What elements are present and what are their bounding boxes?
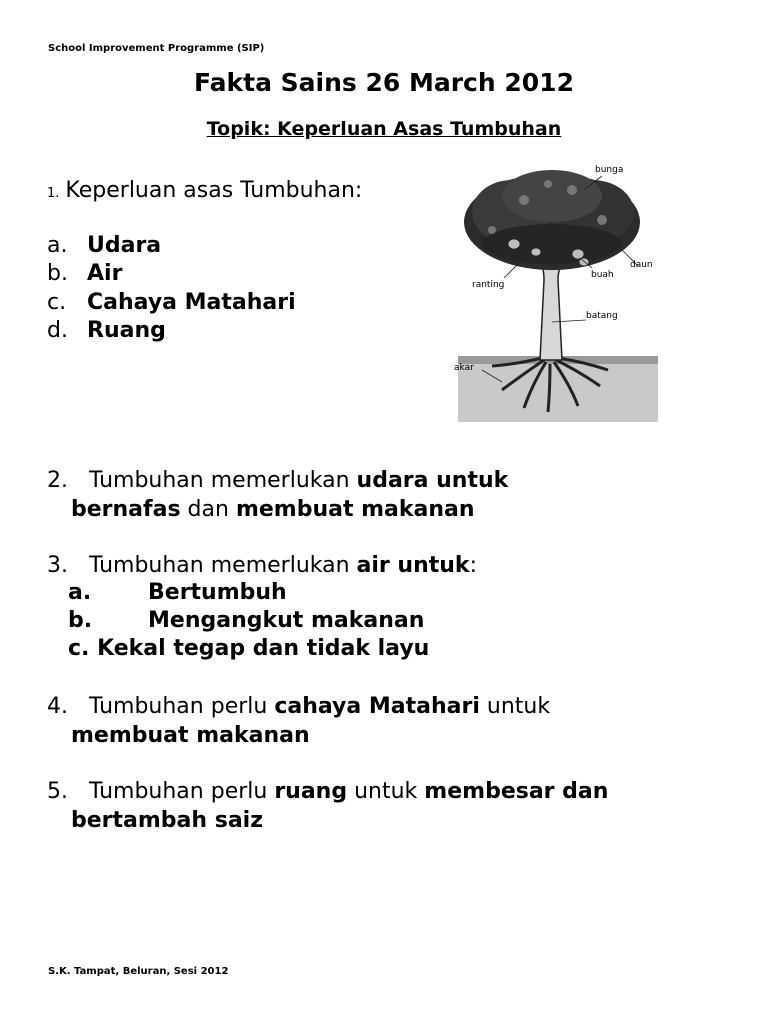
question-3-text: Tumbuhan memerlukan xyxy=(88,553,357,578)
question-4-bold: membuat makanan xyxy=(71,723,310,748)
question-3-item-a xyxy=(68,580,287,605)
question-2-text: dan xyxy=(180,497,236,522)
document-header: School Improvement Programme (SIP) xyxy=(48,43,265,54)
label-leaf: daun xyxy=(630,260,653,270)
question-3-number: 3. xyxy=(47,553,68,578)
question-4-line-2 xyxy=(47,721,747,750)
question-4 xyxy=(47,692,747,750)
question-1 xyxy=(47,178,362,203)
item-text: Bertumbuh xyxy=(148,580,287,605)
item-letter: b. xyxy=(68,608,93,633)
question-5-bold: membesar dan xyxy=(424,779,609,804)
question-2-bold: udara untuk xyxy=(356,468,509,493)
question-5-bold: ruang xyxy=(274,779,348,804)
need-item-b xyxy=(47,261,122,286)
question-2-number: 2. xyxy=(47,468,68,493)
item-text: Mengangkut makanan xyxy=(148,608,425,633)
question-1-text: Keperluan asas Tumbuhan: xyxy=(65,178,363,203)
question-5-text: Tumbuhan perlu xyxy=(88,779,275,804)
question-5-number: 5. xyxy=(47,779,68,804)
question-4-number: 4. xyxy=(47,694,68,719)
need-item-c xyxy=(47,290,296,315)
need-text: Air xyxy=(87,261,123,286)
question-3 xyxy=(47,551,747,580)
tree-illustration xyxy=(452,160,660,424)
need-text: Udara xyxy=(87,233,162,258)
need-letter: a. xyxy=(47,233,68,258)
item-letter: c. xyxy=(68,636,90,661)
question-3-item-c xyxy=(68,636,429,661)
item-letter: a. xyxy=(68,580,92,605)
question-1-number: 1. xyxy=(47,186,60,201)
label-root: akar xyxy=(454,363,474,373)
page-title: Fakta Sains 26 March 2012 xyxy=(194,68,574,97)
canopy xyxy=(464,170,640,270)
question-2-bold: bernafas xyxy=(71,497,181,522)
question-4-text: untuk xyxy=(479,694,551,719)
document-footer: S.K. Tampat, Beluran, Sesi 2012 xyxy=(48,966,229,977)
question-5-line-2 xyxy=(47,806,747,835)
label-fruit: buah xyxy=(591,270,614,280)
question-5-text: untuk xyxy=(347,779,425,804)
need-letter: c. xyxy=(47,290,67,315)
question-3-text: : xyxy=(469,553,477,578)
need-text: Ruang xyxy=(87,318,166,343)
need-item-d xyxy=(47,318,166,343)
need-letter: b. xyxy=(47,261,68,286)
question-4-bold: cahaya Matahari xyxy=(274,694,480,719)
question-2-bold: membuat makanan xyxy=(235,497,475,522)
question-2-text: Tumbuhan memerlukan xyxy=(88,468,357,493)
topic-heading: Topik: Keperluan Asas Tumbuhan xyxy=(206,118,562,140)
label-flower: bunga xyxy=(595,165,624,175)
question-4-text: Tumbuhan perlu xyxy=(88,694,275,719)
question-3-item-b xyxy=(68,608,424,633)
question-5 xyxy=(47,777,747,835)
question-3-bold: air untuk xyxy=(356,553,470,578)
need-item-a xyxy=(47,233,161,258)
label-stem: batang xyxy=(586,311,618,321)
need-letter: d. xyxy=(47,318,68,343)
label-branch: ranting xyxy=(472,280,505,290)
question-5-bold: bertambah saiz xyxy=(71,808,264,833)
question-2 xyxy=(47,466,747,524)
need-text: Cahaya Matahari xyxy=(87,290,296,315)
item-text: Kekal tegap dan tidak layu xyxy=(97,636,430,661)
question-2-line-2 xyxy=(47,495,747,524)
